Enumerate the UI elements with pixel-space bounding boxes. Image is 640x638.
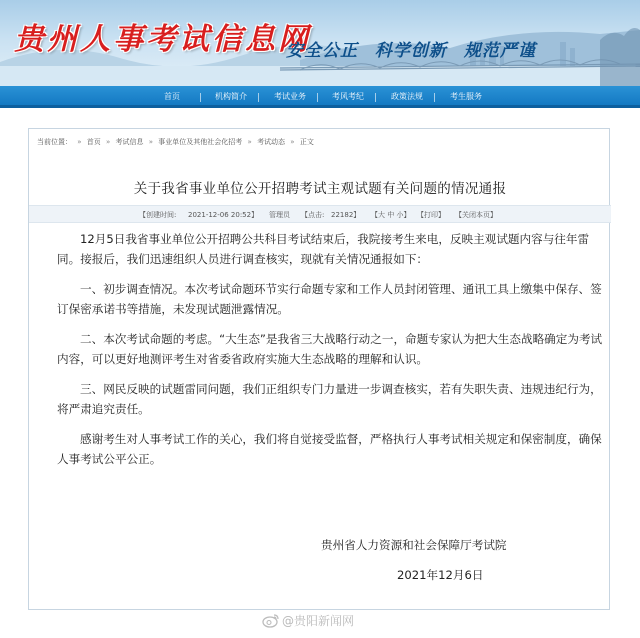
breadcrumb [37,137,317,147]
weibo-icon [262,612,280,628]
nav-item-candidate-service[interactable]: 考生服务 [450,92,482,101]
article-body [57,229,607,479]
main-nav [0,86,640,108]
article-date: 2021年12月6日 [397,568,484,582]
article-signature: 贵州省人力资源和社会保障厅考试院 [321,538,507,552]
nav-divider [258,93,259,102]
font-size-switch[interactable]: 【大 中 小】 [371,211,411,219]
breadcrumb-current: 正文 [299,138,314,146]
breadcrumb-label: 当前位置： [37,138,72,146]
print-link[interactable]: 【打印】 [417,211,445,219]
site-slogan [286,36,546,61]
article-paragraph: 感谢考生对人事考试工作的关心，我们将自觉接受监督，严格执行人事考试相关规定和保密制度，确保人事考试公平公正。 [57,432,602,466]
site-title: 贵州人事考试信息网 [14,22,311,57]
article-paragraph: 二、本次考试命题的考虑。“大生态”是我省三大战略行动之一，命题专家认为把大生态战略确定为考试内容，可以更好地测评考生对省委省政府实施大生态战略的理解和认识。 [57,332,603,366]
article-meta-bar [29,205,611,223]
breadcrumb-separator: » [290,138,295,146]
nav-divider [375,93,376,102]
slogan-part: 规范严谨 [463,41,536,61]
article-paragraph: 一、初步调查情况。本次考试命题环节实行命题专家和工作人员封闭管理、通讯工具上缴集中保存、签订保密承诺书等措施，未发现试题泄露情况。 [57,282,602,316]
meta-created-value: 2021-12-06 20:52】 [188,211,259,219]
breadcrumb-link-public-institution[interactable]: 事业单位及其他社会化招考 [158,138,243,146]
nav-item-exam-business[interactable]: 考试业务 [274,92,306,101]
nav-item-home[interactable]: 首页 [164,92,180,101]
close-page-link[interactable]: 【关闭本页】 [455,211,497,219]
nav-divider [434,93,435,102]
nav-item-exam-discipline[interactable]: 考风考纪 [332,92,364,101]
site-banner [0,0,640,86]
slogan-part: 科学创新 [374,41,447,61]
article-paragraph: 三、网民反映的试题雷同问题，我们正组织专门力量进一步调查核实，若有失职失责、违规违纪行为，将严肃追究责任。 [57,382,602,416]
meta-created-label: 【创建时间: [139,211,177,219]
source-watermark [262,612,354,632]
article-title: 关于我省事业单位公开招聘考试主观试题有关问题的情况通报 [133,181,507,197]
meta-views-label: 【点击: [301,211,325,219]
breadcrumb-separator: » [247,138,252,146]
article-paragraph: 12月5日我省事业单位公开招聘公共科目考试结束后，我院接考生来电，反映主观试题内容与往年雷同。接报后，我们迅速组织人员进行调查核实，现就有关情况通报如下： [57,232,590,266]
meta-views-value: 22182】 [331,211,361,219]
breadcrumb-separator: » [77,138,82,146]
slogan-part: 安全公正 [286,41,358,61]
breadcrumb-link-exam-news[interactable]: 考试动态 [257,138,286,146]
nav-item-policy[interactable]: 政策法规 [391,92,423,101]
nav-divider [200,93,201,102]
nav-divider [317,93,318,102]
breadcrumb-link-exam-info[interactable]: 考试信息 [115,138,144,146]
breadcrumb-link-home[interactable]: 首页 [86,138,101,146]
breadcrumb-separator: » [148,138,154,146]
meta-author: 管理员 [269,211,290,219]
nav-item-about[interactable]: 机构简介 [215,92,247,101]
article-panel [28,128,610,610]
breadcrumb-separator: » [106,138,111,146]
watermark-text: @贵阳新闻网 [282,614,355,628]
